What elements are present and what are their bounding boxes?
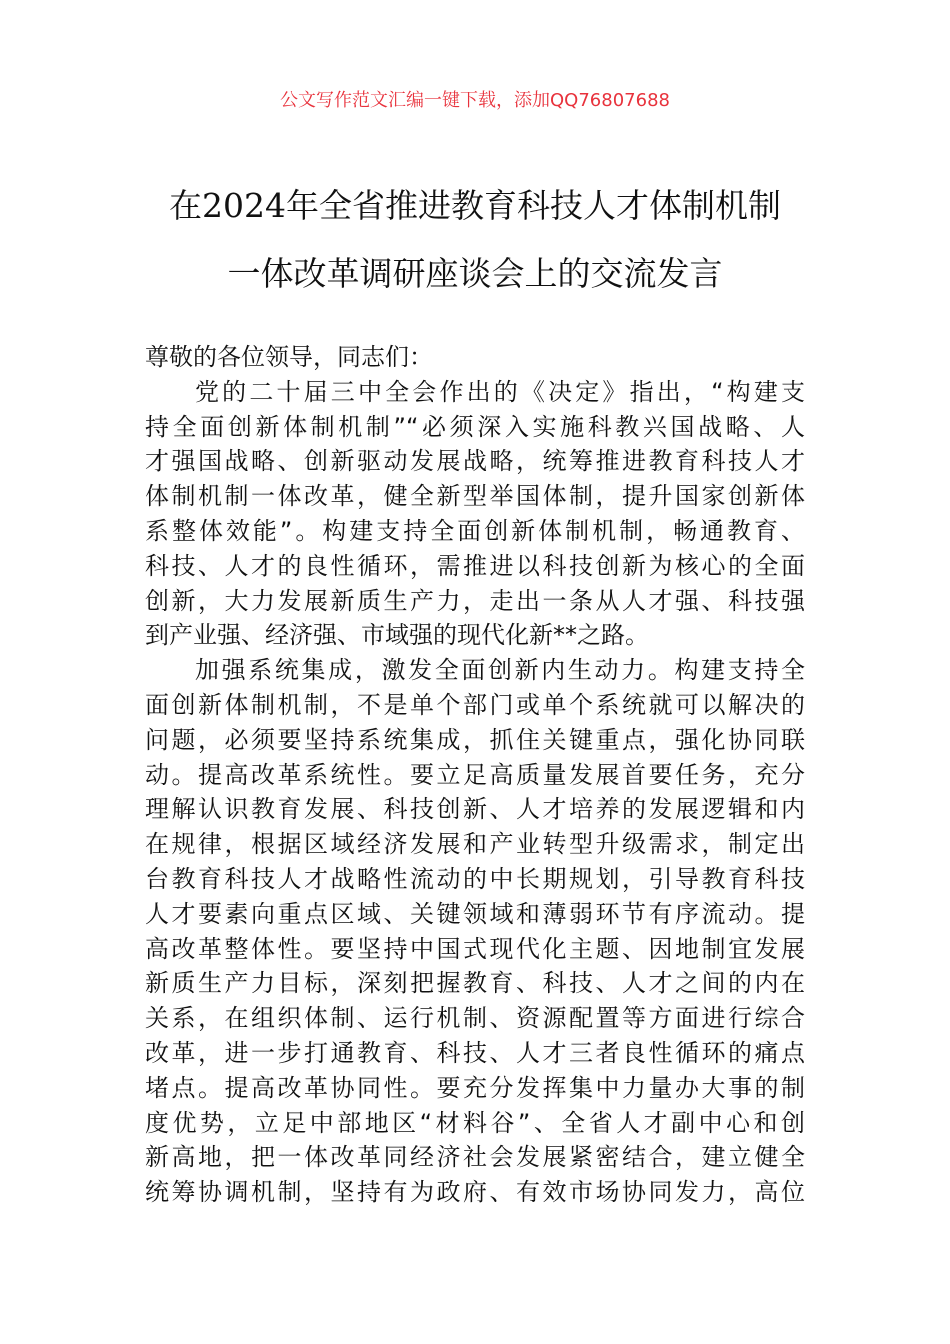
- body-text-line: 在规律，根据区域经济发展和产业转型升级需求，制定出: [145, 830, 805, 859]
- body-text-line: 度优势，立足中部地区“材料谷”、全省人才副中心和创: [145, 1108, 805, 1137]
- body-text-line: 问题，必须要坚持系统集成，抓住关键重点，强化协同联: [145, 725, 805, 754]
- body-text-line: 人才要素向重点区域、关键领域和薄弱环节有序流动。提: [145, 899, 805, 928]
- body-text-line: 创新，大力发展新质生产力，走出一条从人才强、科技强: [145, 586, 805, 615]
- body-text-line: 加强系统集成，激发全面创新内生动力。构建支持全: [195, 656, 805, 685]
- body-text-line: 台教育科技人才战略性流动的中长期规划，引导教育科技: [145, 864, 805, 893]
- body-text-line: 体制机制一体改革，健全新型举国体制，提升国家创新体: [145, 482, 805, 511]
- body-text-line: 统筹协调机制，坚持有为政府、有效市场协同发力，高位: [145, 1178, 805, 1207]
- body-text-line: 高改革整体性。要坚持中国式现代化主题、因地制宜发展: [145, 934, 805, 963]
- body-text-line: 关系，在组织体制、运行机制、资源配置等方面进行综合: [145, 1004, 805, 1033]
- document-title-line-2: 一体改革调研座谈会上的交流发言: [227, 254, 723, 293]
- document-title-line-1: 在2024年全省推进教育科技人才体制机制: [169, 186, 781, 225]
- body-text-line: 堵点。提高改革协同性。要充分发挥集中力量办大事的制: [145, 1073, 805, 1102]
- salutation: 尊敬的各位领导，同志们：: [145, 343, 433, 371]
- body-text-line: 科技、人才的良性循环，需推进以科技创新为核心的全面: [145, 551, 805, 580]
- body-text-line: 新高地，把一体改革同经济社会发展紧密结合，建立健全: [145, 1143, 805, 1172]
- watermark-header: 公文写作范文汇编一键下载，添加QQ76807688: [280, 90, 670, 111]
- body-text-line: 新质生产力目标，深刻把握教育、科技、人才之间的内在: [145, 969, 805, 998]
- body-text-line: 才强国战略、创新驱动发展战略，统筹推进教育科技人才: [145, 447, 805, 476]
- body-text-line: 面创新体制机制，不是单个部门或单个系统就可以解决的: [145, 690, 805, 719]
- body-text-line: 动。提高改革系统性。要立足高质量发展首要任务，充分: [145, 760, 805, 789]
- body-text-line: 理解认识教育发展、科技创新、人才培养的发展逻辑和内: [145, 795, 805, 824]
- body-text-line: 系整体效能”。构建支持全面创新体制机制，畅通教育、: [145, 516, 805, 545]
- document-body: [145, 340, 805, 1210]
- body-text-line: 到产业强、经济强、市域强的现代化新**之路。: [145, 621, 649, 650]
- body-text-line: 持全面创新体制机制”“必须深入实施科教兴国战略、人: [145, 412, 805, 441]
- body-text-line: 党的二十届三中全会作出的《决定》指出，“构建支: [195, 377, 805, 406]
- body-text-line: 改革，进一步打通教育、科技、人才三者良性循环的痛点: [145, 1038, 805, 1067]
